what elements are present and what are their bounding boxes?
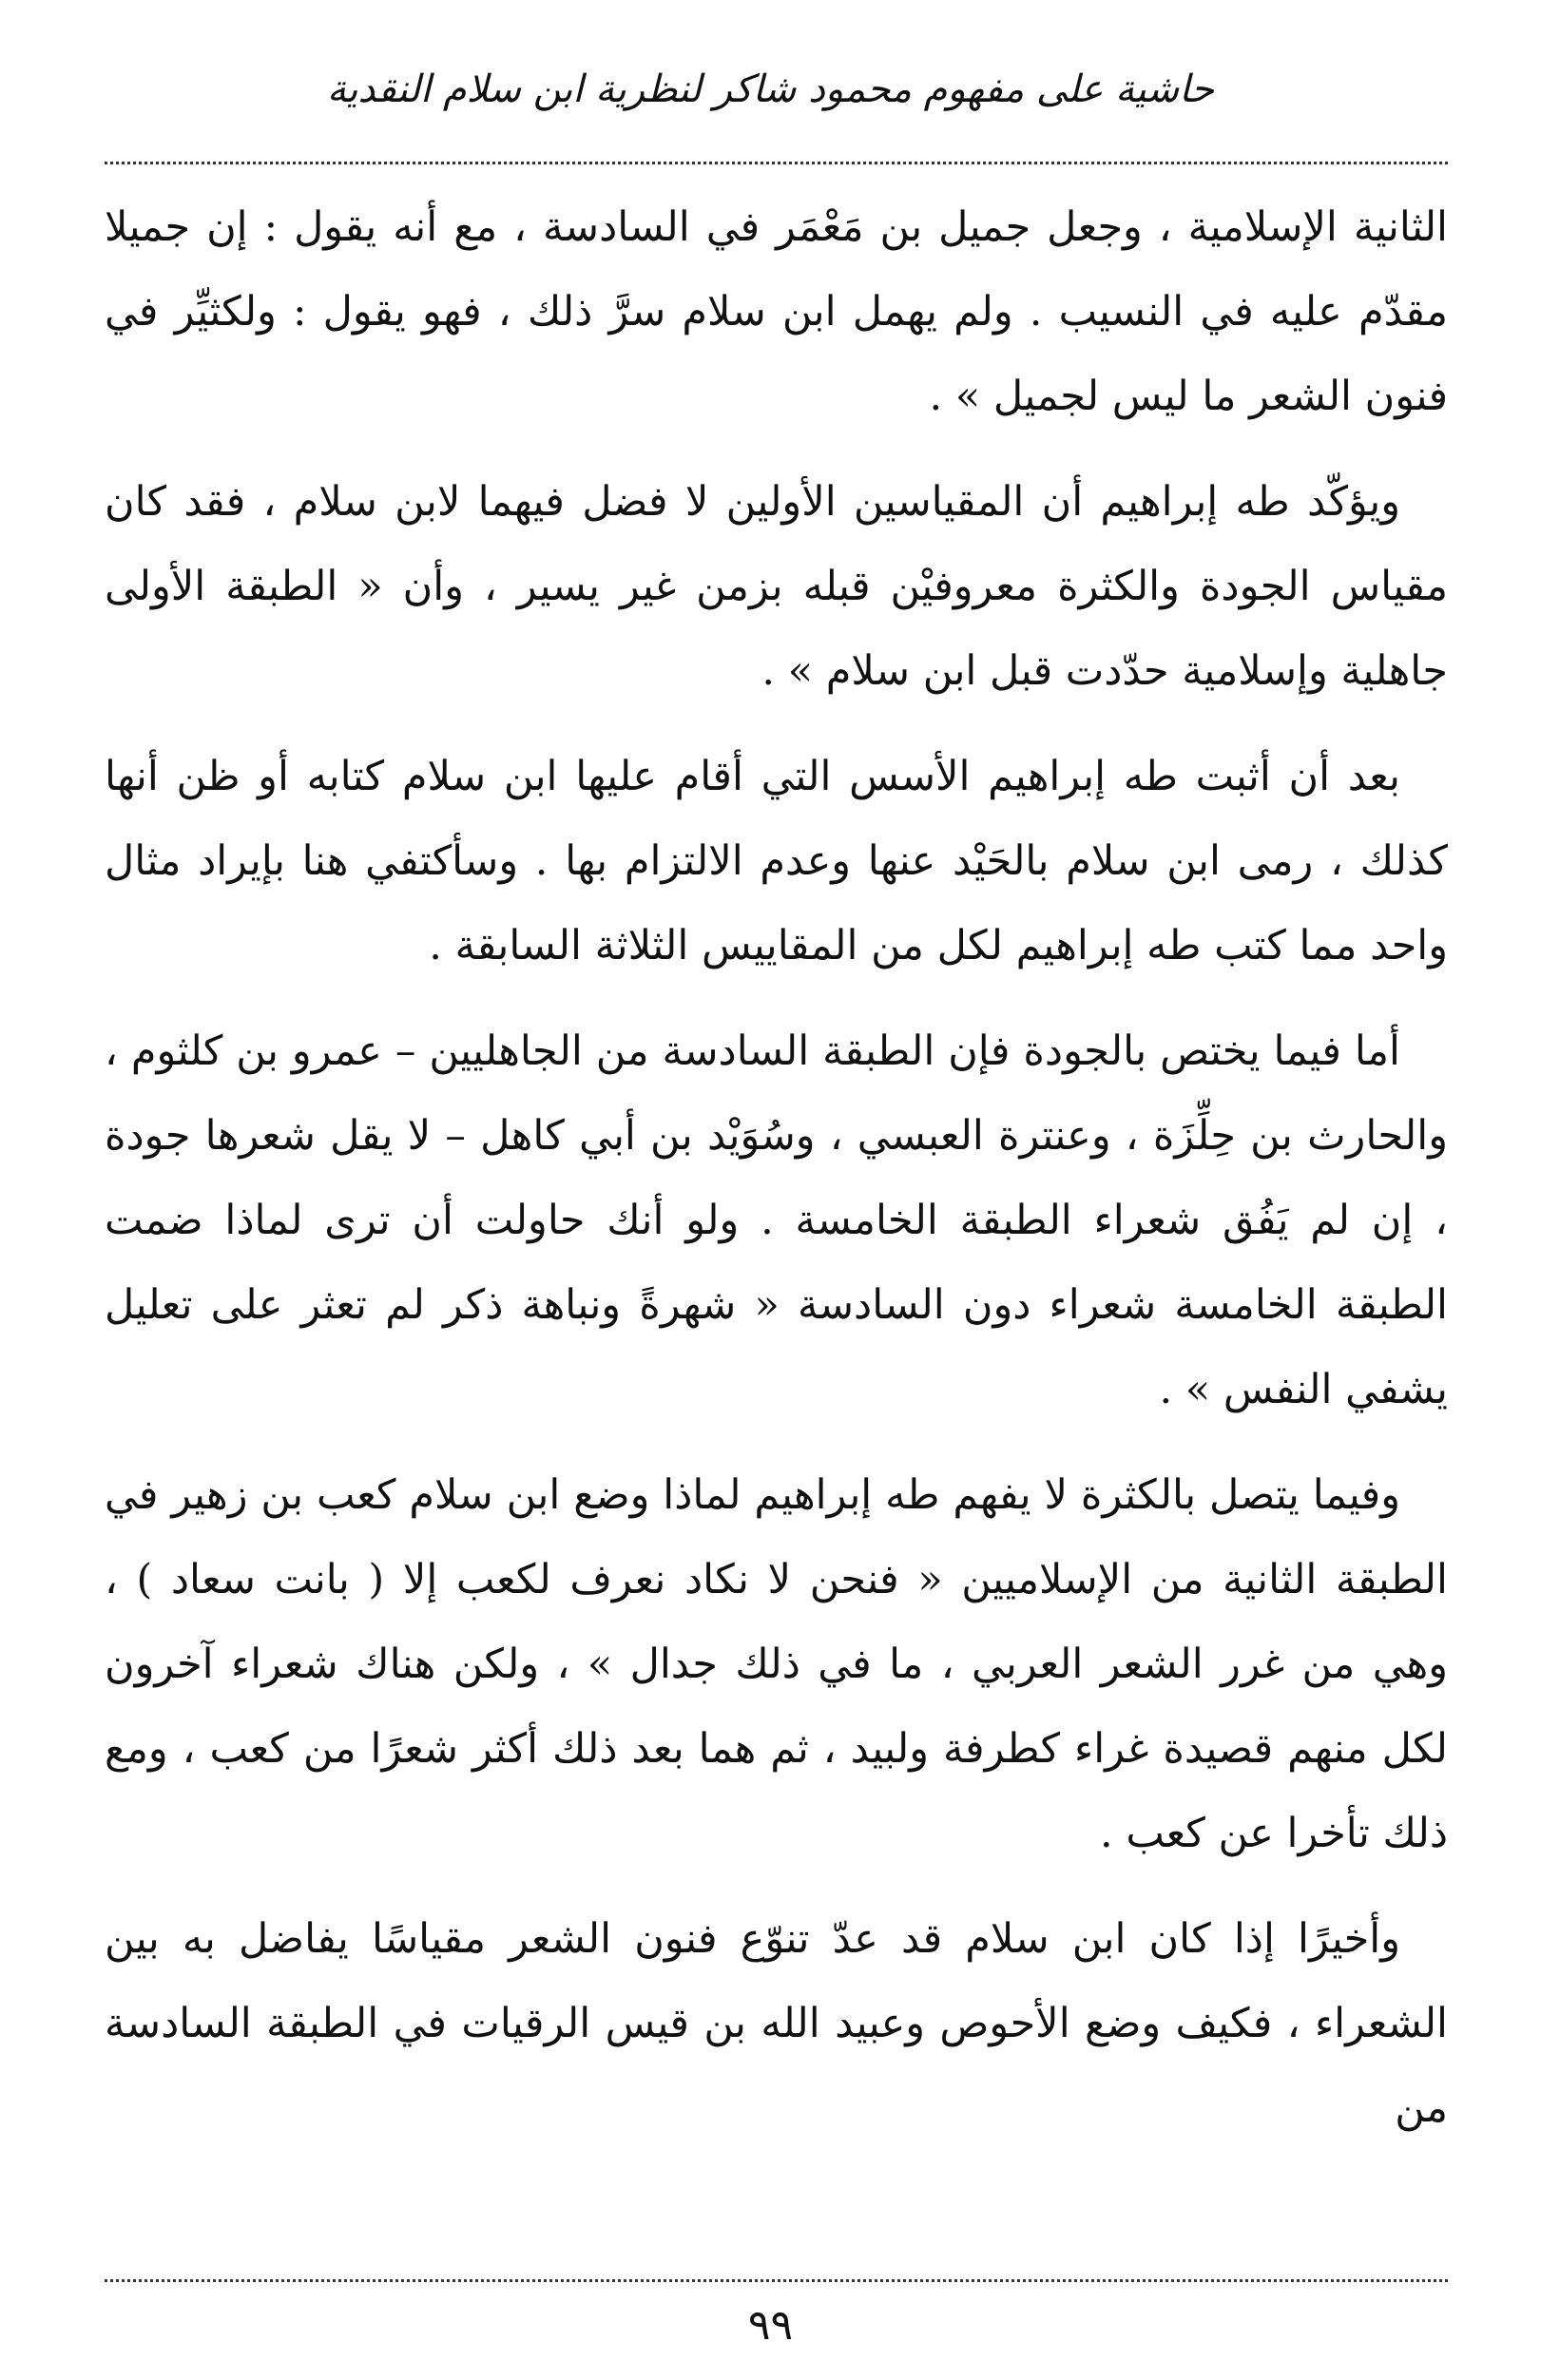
paragraph-1: الثانية الإسلامية ، وجعل جميل بن مَعْمَر في السادسة ، مع أنه يقول : إن جميلا مقدّم عليه في النسيب . ولم يهمل ابن سلام سرَّ ذلك ، فهو يقول : ولكثيِّر في فنون الشعر ما ليس لجميل » .	[105, 203, 1448, 420]
paragraph-3: بعد أن أثبت طه إبراهيم الأسس التي أقام عليها ابن سلام كتابه أو ظن أنها كذلك ، رمى ابن سلام بالحَيْد عنها وعدم الالتزام بها . وسأكتفي هنا بإيراد مثال واحد مما كتب طه إبراهيم لكل من المقاييس الثلاثة السابقة .	[105, 753, 1448, 969]
running-header: حاشية على مفهوم محمود شاكر لنظرية ابن سلام النقدية	[326, 67, 1215, 111]
footer-divider	[105, 2279, 1448, 2282]
paragraph-4: أما فيما يختص بالجودة فإن الطبقة السادسة من الجاهليين – عمرو بن كلثوم ، والحارث بن حِلِّزَة ، وعنترة العبسي ، وسُوَيْد بن أبي كاهل – لا يقل شعرها جودة ، إن لم يَفُق شعراء الطبقة الخامسة . ولو أنك حاولت أن ترى لماذا ضمت الطبقة الخامسة شعراء دون السادسة « شهرةً ونباهة ذكر لم تعثر على تعليل يشفي النفس » .	[105, 1027, 1448, 1413]
paragraph-5: وفيما يتصل بالكثرة لا يفهم طه إبراهيم لماذا وضع ابن سلام كعب بن زهير في الطبقة الثانية من الإسلاميين « فنحن لا نكاد نعرف لكعب إلا ( بانت سعاد ) ، وهي من غرر الشعر العربي ، ما في ذلك جدال » ، ولكن هناك شعراء آخرون لكل منهم قصيدة غراء كطرفة ولبيد ، ثم هما بعد ذلك أكثر شعرًا من كعب ، ومع ذلك تأخرا عن كعب .	[105, 1471, 1448, 1857]
body-text	[105, 185, 1448, 2172]
header-divider	[105, 162, 1448, 164]
page-number: ٩٩	[747, 2301, 794, 2350]
paragraph-2: ويؤكّد طه إبراهيم أن المقياسين الأولين لا فضل فيهما لابن سلام ، فقد كان مقياس الجودة والكثرة معروفيْن قبله بزمن غير يسير ، وأن « الطبقة الأولى جاهلية وإسلامية حدّدت قبل ابن سلام » .	[105, 478, 1448, 695]
paragraph-6: وأخيرًا إذا كان ابن سلام قد عدّ تنوّع فنون الشعر مقياسًا يفاضل به بين الشعراء ، فكيف وضع الأحوص وعبيد الله بن قيس الرقيات في الطبقة السادسة من	[105, 1915, 1448, 2132]
